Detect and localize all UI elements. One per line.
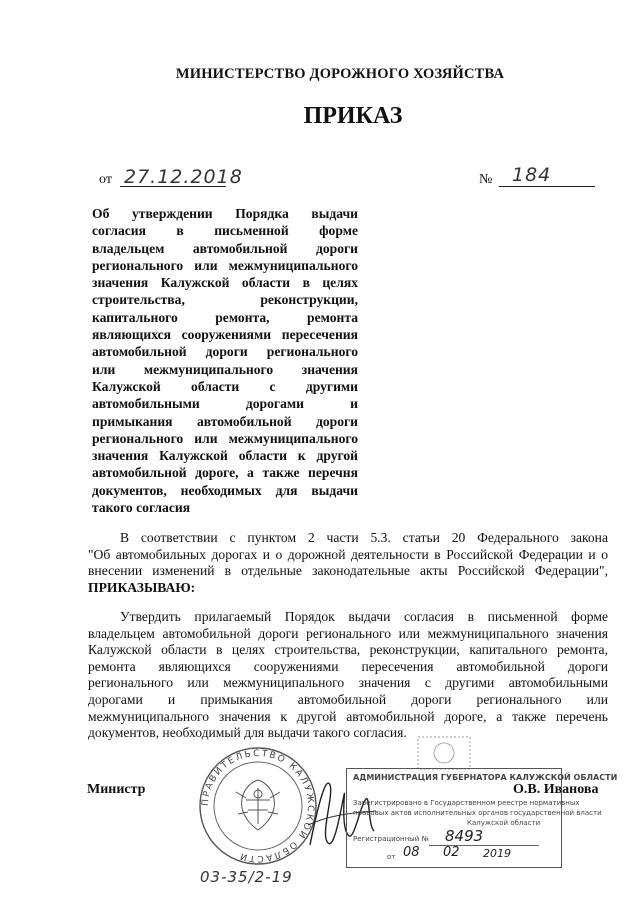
svg-text:ПРАВИТЕЛЬСТВО КАЛУЖСКОЙ ОБЛАСТ: ПРАВИТЕЛЬСТВО КАЛУЖСКОЙ ОБЛАСТИ [200,748,316,864]
order-line: Калужской области в целях строительства, реконструкции, капитального ремонта, [88,642,608,658]
preamble-line: внесении изменений в отдельные законодательные акты Российской Федерации", [88,563,608,579]
subject-line: являющихся сооружениями пересечения [92,327,358,343]
subject-line: документов, необходимых для выдачи [92,482,358,498]
stamp-date-label: от [387,853,396,861]
stamp-date-year: 2019 [483,847,511,860]
subject-line: значения Калужской области к другой [92,448,358,464]
order-paragraph [88,609,608,742]
date-prefix: от [99,172,112,187]
stamp-line: правовых актов исполнительных органов государственной власти [353,809,602,817]
subject-line: значения Калужской области в целях [92,275,358,291]
stamp-date-day: 08 [403,845,420,860]
subject-line: регионального или межмуниципального [92,257,358,273]
subject-line: такого согласия [92,500,191,516]
subject-line: строительства, реконструкции, [92,292,358,308]
subject-line: автомобильной дороги регионального [92,344,358,360]
stamp-header: АДМИНИСТРАЦИЯ ГУБЕРНАТОРА КАЛУЖСКОЙ ОБЛАСТИ [353,773,618,782]
subject-line: Об утверждении Порядка выдачи [92,206,358,221]
ministry-name: МИНИСТЕРСТВО ДОРОЖНОГО ХОЗЯЙСТВА [175,66,505,82]
stamp-reg-number: 8493 [445,827,484,845]
order-line: Утвердить прилагаемый Порядок выдачи согласия в письменной форме [120,609,608,624]
subject-line: автомобильными дорогами и [92,396,358,412]
preamble [88,530,608,596]
faint-stamp-mark [414,733,474,773]
number-prefix: № [479,172,493,187]
subject-line: примыкания автомобильной дороги [92,413,358,429]
stamp-date-month: 02 [443,845,460,860]
order-line: регионального или межмуниципального значения с другими автомобильными [88,675,608,691]
order-keyword: ПРИКАЗЫВАЮ: [88,579,196,595]
subject-line: или межмуниципального значения [92,361,358,377]
signature-role: Министр [87,782,146,797]
number-underline [499,186,595,187]
bottom-handwritten-number: 03-35/2-19 [200,868,293,886]
date-handwritten: 27.12.2018 [124,166,243,188]
registration-stamp [346,768,618,868]
subject-line: автомобильной дороге, а также перечня [92,465,358,481]
subject-line: владельцем автомобильной дороги [92,240,358,256]
number-handwritten: 184 [512,164,552,186]
signature-name: О.В. Иванова [513,782,599,797]
subject-line: согласия в письменной форме [92,223,358,239]
subject-line: Калужской области с другими [92,378,358,394]
document-type-title: ПРИКАЗ [303,103,403,129]
preamble-line: "Об автомобильных дорогах и о дорожной деятельности в Российской Федерации и о [88,546,608,562]
subject-line: регионального или межмуниципального [92,430,358,446]
order-line: ремонта являющихся сооружениями пересечения автомобильной дороги [88,658,608,674]
order-line: межмуниципального значения к другой автомобильной дороге, а также перечень [88,708,608,724]
subject-line: капитального ремонта, ремонта [92,309,358,325]
stamp-reg-label: Регистрационный № [353,835,429,843]
preamble-line: В соответствии с пунктом 2 части 5.3. статьи 20 Федерального закона [120,530,608,545]
order-line: документов, необходимый для выдачи такого согласия. [88,725,407,741]
stamp-line: Калужской области [467,819,541,827]
order-line: владельцем автомобильной дороги регионального или межмуниципального значения [88,625,608,641]
order-line: дорогами и примыкания автомобильной дороги регионального или [88,691,608,707]
stamp-line: Зарегистрировано в Государственном реестре нормативных [353,799,580,807]
order-subject [92,205,358,516]
